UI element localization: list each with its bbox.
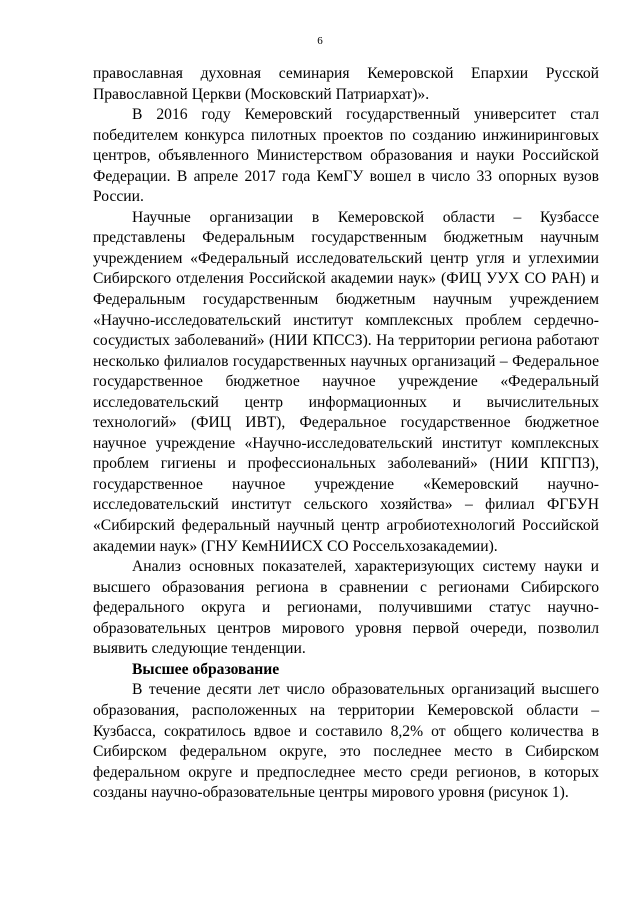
page-number: 6 xyxy=(317,35,323,47)
section-heading: Высшее образование xyxy=(132,660,280,678)
paragraph-3: Научные организации в Кемеровской области – Кузбассе представлены Федеральным государственным бюджетным научным учреждением «Федеральный исследовательский центр угля и углехимии Сибирского отделения Российской академии наук» (ФИЦ УУХ СО РАН) и Федеральным государственным бюджетным научным учреждением «Научно-исследовательский институт комплексных проблем сердечно-сосудистых заболеваний» (НИИ КПССЗ). На территории региона работают несколько филиалов государственных научных организаций – Федеральное государственное бюджетное научное учреждение «Федеральный исследовательский центр информационных и вычислительных технологий» (ФИЦ ИВТ), Федеральное государственное бюджетное научное учреждение «Научно-исследовательский институт комплексных проблем гигиены и профессиональных заболеваний» (НИИ КПГПЗ), государственное научное учреждение «Кемеровский научно-исследовательский институт сельского хозяйства» – филиал ФГБУН «Сибирский федеральный научный центр агробиотехнологий Российской академии наук» (ГНУ КемНИИСХ СО Россельхозакадемии). xyxy=(93,208,599,555)
paragraph-4: Анализ основных показателей, характеризующих систему науки и высшего образования региона в сравнении с регионами Сибирского федерального округа и регионами, получившими статус научно-образовательных центров мирового уровня первой очереди, позволил выявить следующие тенденции. xyxy=(93,558,599,658)
paragraph-1: православная духовная семинария Кемеровской Епархии Русской Православной Церкви (Московский Патриархат)». xyxy=(93,65,599,103)
document-body xyxy=(93,64,599,804)
section-paragraph: В течение десяти лет число образовательных организаций высшего образования, расположенных на территории Кемеровской области – Кузбасса, сократилось вдвое и составило 8,2% от общего количества в Сибирском федеральном округе, это последнее место в Сибирском федеральном округе и предпоследнее место среди регионов, в которых созданы научно-образовательные центры мирового уровня (рисунок 1). xyxy=(93,681,599,802)
paragraph-2: В 2016 году Кемеровский государственный университет стал победителем конкурса пилотных проектов по созданию инжиниринговых центров, объявленного Министерством образования и науки Российской Федерации. В апреле 2017 года КемГУ вошел в число 33 опорных вузов России. xyxy=(93,106,599,206)
